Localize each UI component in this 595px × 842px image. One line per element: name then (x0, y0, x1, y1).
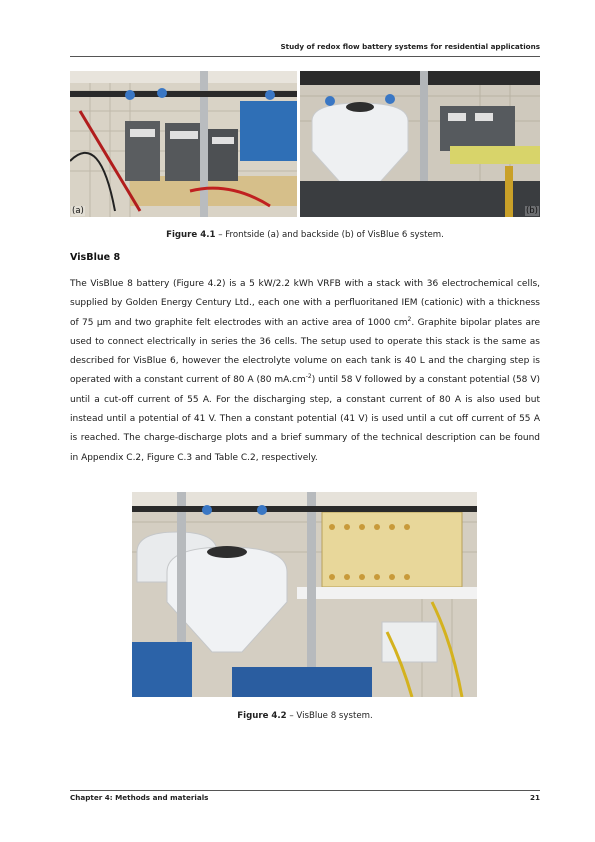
figure-4-2-label: Figure 4.2 (237, 711, 287, 721)
page-number: 21 (529, 793, 540, 802)
footer-rule (70, 790, 540, 791)
footer-chapter: Chapter 4: Methods and materials (70, 793, 209, 802)
body-paragraph (70, 275, 540, 468)
superscript-cm-minus2: -2 (305, 373, 312, 381)
photo-visblue6-backside (300, 71, 540, 217)
superscript-cm2: 2 (407, 315, 412, 323)
panel-label-b: (b) (525, 206, 538, 216)
paragraph-part-1: The VisBlue 8 battery (Figure 4.2) is a 5 kW/2.2 kWh VRFB with a stack with 36 electrochemical cells, supplied by Golden Energy Century Ltd., each one with a perfluoritaned IEM (cationic) with a thickness of 75 μm and two graphite felt electrodes with an active area of 1000 cm (70, 279, 540, 328)
photo-visblue6-frontside (70, 71, 297, 217)
panel-label-a: (a) (72, 206, 84, 216)
paragraph-part-2: . Graphite bipolar plates are used to connect electrically in series the 36 cells. The setup used to operate this stack is the same as described for VisBlue 6, however the electrolyte volume on each tank is 40 L and the charging step is operated with a constant current of 80 A (80 mA.cm (70, 317, 540, 386)
figure-4-1-caption (70, 230, 540, 240)
running-header: Study of redox flow battery systems for residential applications (280, 42, 540, 51)
figure-4-1-label: Figure 4.1 (166, 230, 216, 240)
figure-4-2-caption (70, 711, 540, 721)
figure-4-1-caption-text: – Frontside (a) and backside (b) of VisBlue 6 system. (215, 230, 444, 240)
figure-4-2-caption-text: – VisBlue 8 system. (286, 711, 373, 721)
header-rule (70, 56, 540, 57)
section-heading: VisBlue 8 (70, 252, 121, 263)
photo-visblue8-system (132, 492, 477, 697)
paragraph-part-3: ) until 58 V followed by a constant potential (58 V) until a cut-off current of 55 A. For the discharging step, a constant current of 80 A is also used but instead until a potential of 41 V. Then a constant potential (41 V) is used until a cut off current of 55 A is reached. The charge-discharge plots and a brief summary of the technical description can be found in Appendix C.2, Figure C.3 and Table C.2, respectively. (70, 375, 540, 463)
